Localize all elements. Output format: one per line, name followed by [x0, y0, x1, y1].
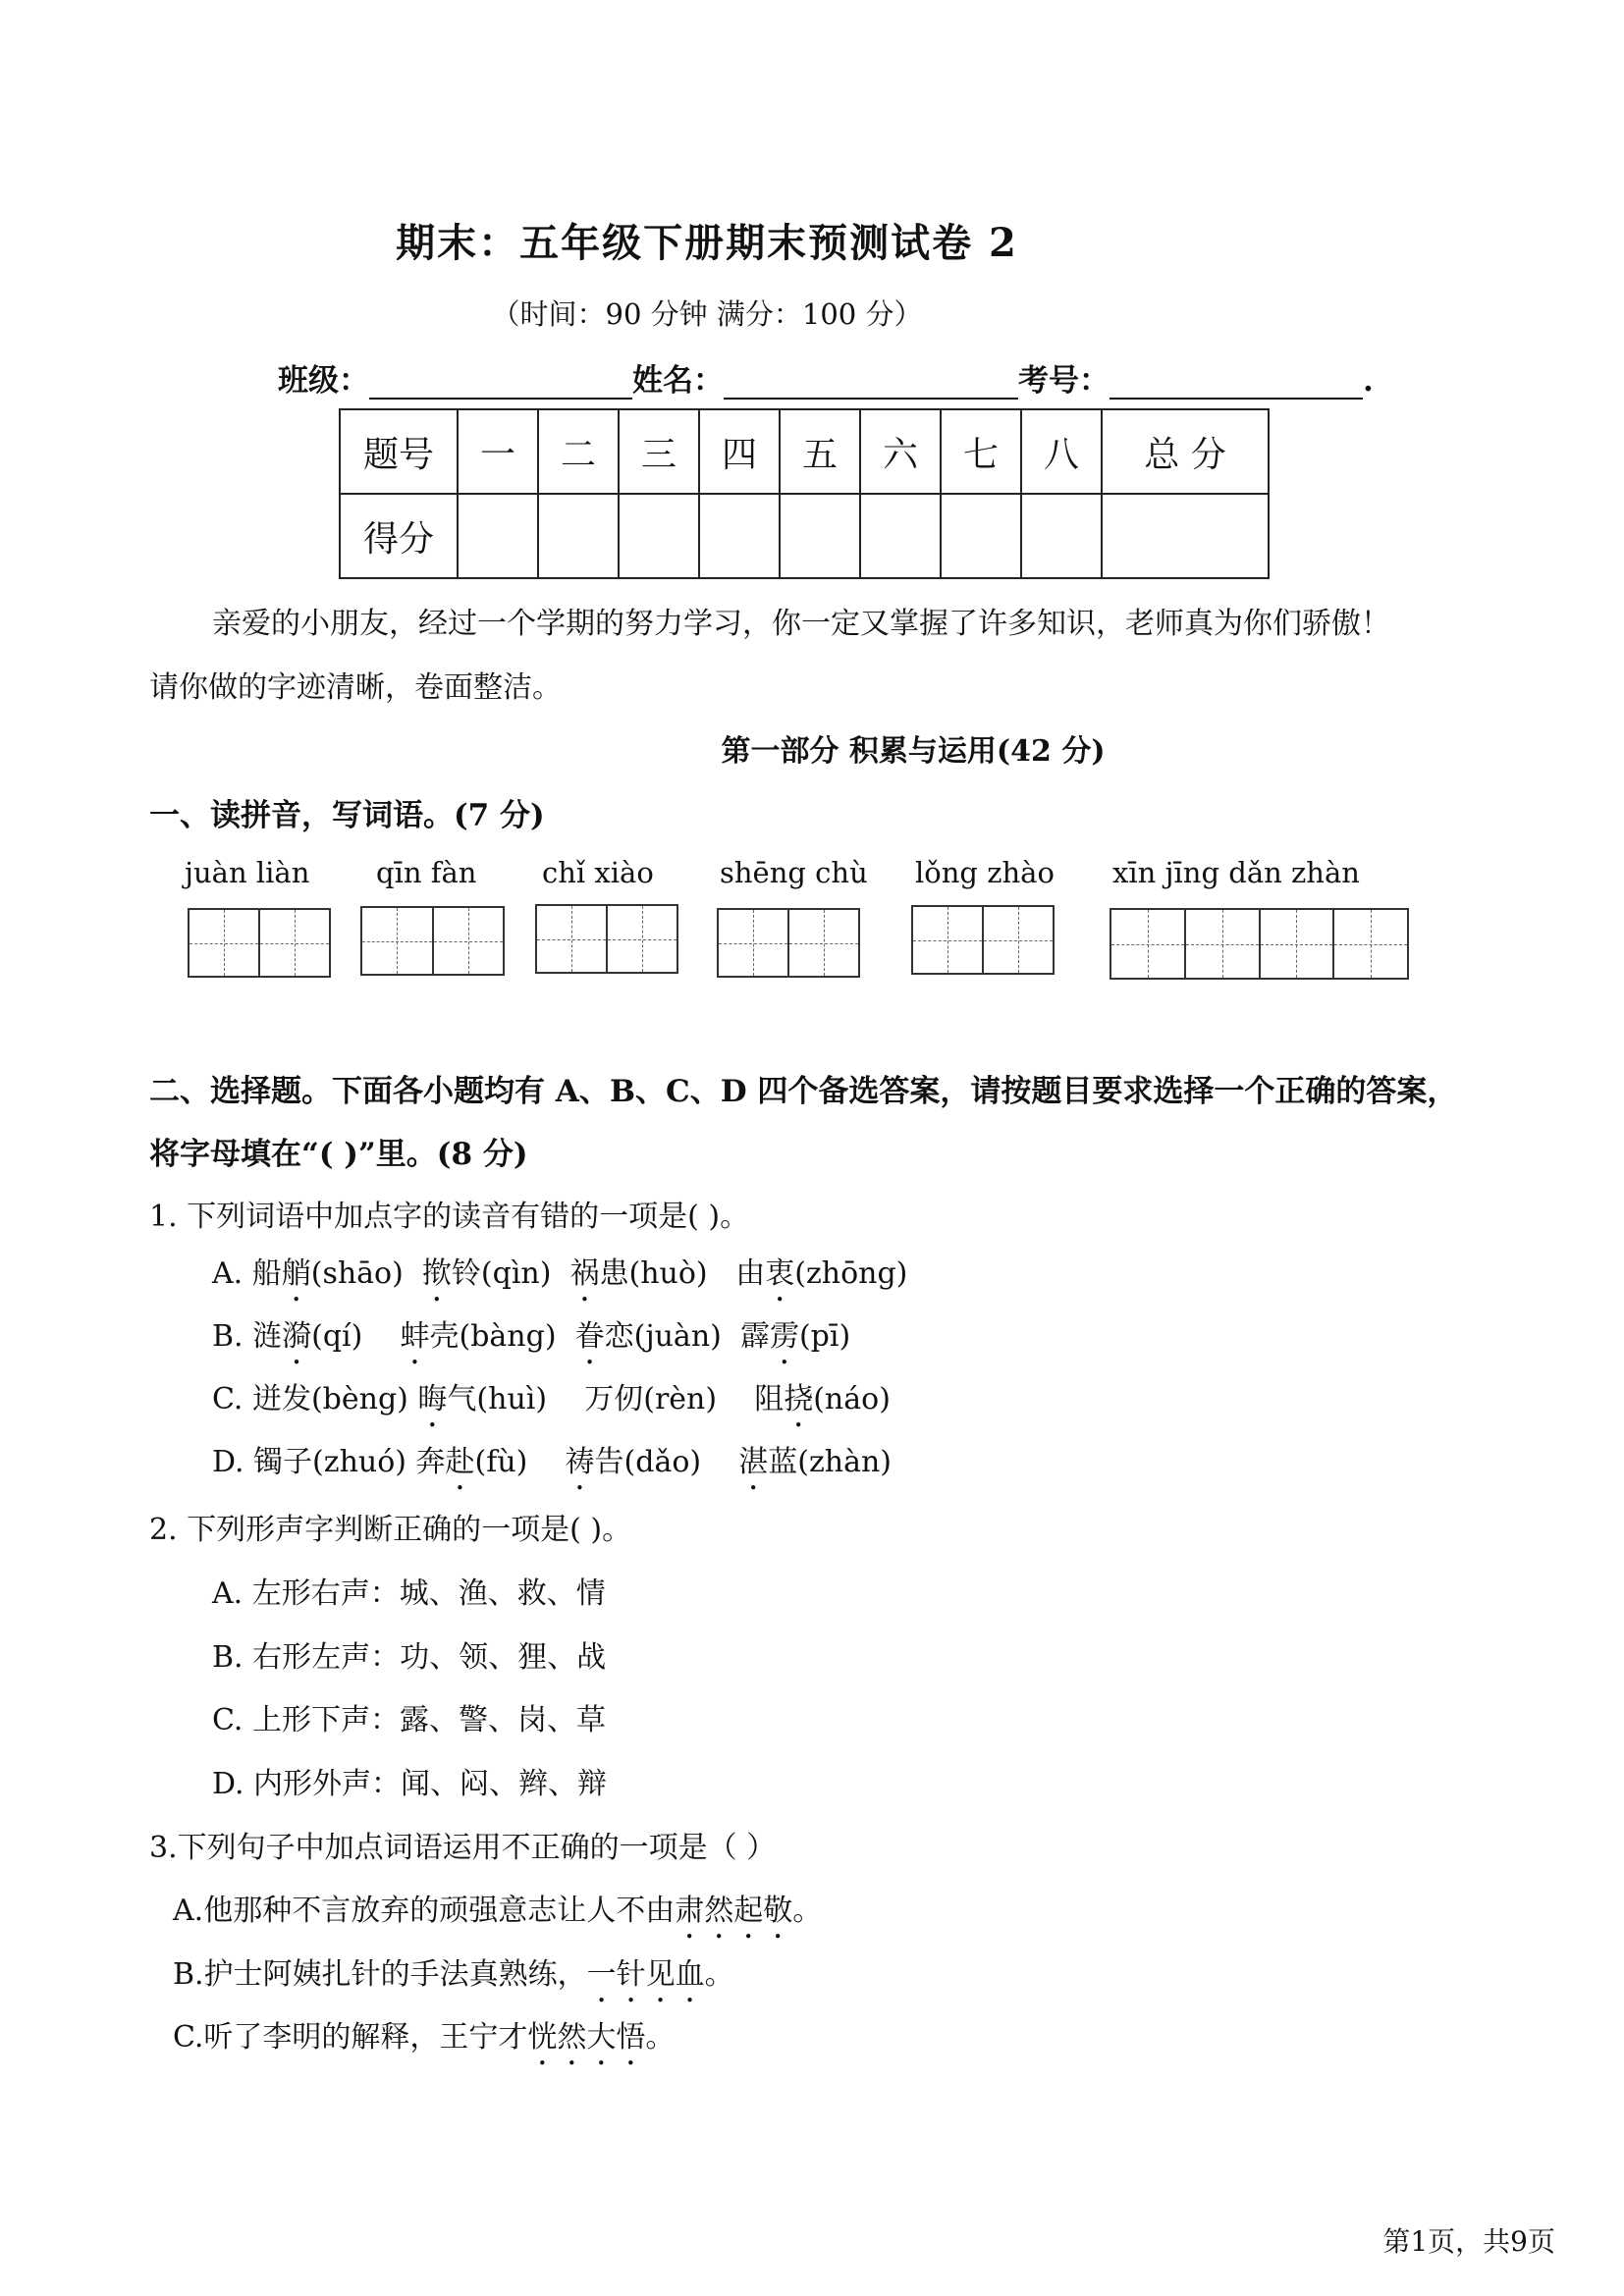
q2-stem: 2. 下列形声字判断正确的一项是( )。 — [149, 1513, 632, 1547]
writing-grid-4[interactable] — [717, 908, 860, 978]
writing-grid-3[interactable] — [535, 904, 678, 974]
score-table-cell: 总 分 — [1102, 409, 1269, 494]
score-input-cell[interactable] — [1102, 494, 1269, 578]
score-input-cell[interactable] — [619, 494, 699, 578]
score-input-cell[interactable] — [458, 494, 538, 578]
q2-option-c[interactable]: C. 上形下声：露、警、岗、草 — [212, 1703, 606, 1737]
score-input-cell[interactable] — [1021, 494, 1102, 578]
q2-option-d[interactable]: D. 内形外声：闻、闷、辫、辩 — [212, 1767, 608, 1801]
score-table-header-row — [340, 409, 1269, 494]
q1-option-c[interactable]: C. 迸发(bèng) 晦气(huì) 万仞(rèn) 阻挠(náo) — [212, 1382, 891, 1416]
pinyin-6: xīn jīng dǎn zhàn — [1112, 856, 1360, 889]
score-row-label: 得分 — [340, 494, 458, 578]
section1-heading: 一、读拼音，写词语。(7 分) — [149, 798, 545, 833]
pinyin-1: juàn liàn — [185, 856, 310, 889]
exam-no-label: 考号： — [1018, 363, 1110, 399]
student-info-row — [278, 355, 1374, 400]
part1-heading: 第一部分 积累与运用(42 分) — [721, 734, 1106, 769]
score-table-cell: 七 — [941, 409, 1021, 494]
score-table-cell: 三 — [619, 409, 699, 494]
section2-heading-2: 将字母填在“( )”里。(8 分) — [149, 1137, 528, 1172]
q3-option-c[interactable]: C.听了李明的解释，王宁才恍然大悟。 — [173, 2020, 676, 2055]
class-field[interactable] — [369, 368, 632, 400]
page-number: 第1页，共9页 — [1382, 2225, 1555, 2258]
score-input-cell[interactable] — [780, 494, 860, 578]
writing-grid-2[interactable] — [360, 906, 505, 976]
score-table — [339, 408, 1270, 579]
q1-option-b[interactable]: B. 涟漪(qí) 蚌壳(bàng) 眷恋(juàn) 霹雳(pī) — [212, 1319, 851, 1354]
class-label: 班级： — [278, 363, 369, 399]
name-label: 姓名： — [632, 363, 724, 399]
pinyin-2: qīn fàn — [376, 856, 477, 889]
score-input-cell[interactable] — [699, 494, 780, 578]
exam-time-info: （时间：90 分钟 满分：100 分） — [491, 297, 923, 331]
writing-grid-1[interactable] — [188, 908, 331, 978]
pinyin-4: shēng chù — [720, 856, 868, 889]
pinyin-5: lǒng zhào — [915, 856, 1055, 889]
score-table-cell: 四 — [699, 409, 780, 494]
section2-heading-1: 二、选择题。下面各小题均有 A、B、C、D 四个备选答案，请按题目要求选择一个正确的答案， — [149, 1074, 1458, 1109]
score-input-cell[interactable] — [538, 494, 619, 578]
exam-no-end: . — [1363, 363, 1374, 399]
q1-option-a[interactable]: A. 船艄(shāo) 揿铃(qìn) 祸患(huò) 由衷(zhōng) — [212, 1256, 908, 1291]
score-table-score-row — [340, 494, 1269, 578]
score-table-cell: 二 — [538, 409, 619, 494]
q2-option-a[interactable]: A. 左形右声：城、渔、救、情 — [212, 1576, 606, 1611]
q1-stem: 1. 下列词语中加点字的读音有错的一项是( )。 — [149, 1200, 750, 1234]
pinyin-3: chǐ xiào — [542, 856, 654, 889]
intro-line-1: 亲爱的小朋友，经过一个学期的努力学习，你一定又掌握了许多知识，老师真为你们骄傲！ — [212, 607, 1390, 641]
exam-no-field[interactable] — [1110, 368, 1363, 400]
writing-grid-5[interactable] — [911, 905, 1055, 975]
q2-option-b[interactable]: B. 右形左声：功、领、狸、战 — [212, 1640, 607, 1675]
exam-title: 期末：五年级下册期末预测试卷 2 — [396, 220, 1018, 266]
score-table-cell: 五 — [780, 409, 860, 494]
score-table-cell: 八 — [1021, 409, 1102, 494]
score-input-cell[interactable] — [860, 494, 941, 578]
q1-option-d[interactable]: D. 镯子(zhuó) 奔赴(fù) 祷告(dǎo) 湛蓝(zhàn) — [212, 1445, 892, 1479]
intro-line-2: 请你做的字迹清晰，卷面整洁。 — [149, 670, 562, 705]
name-field[interactable] — [724, 368, 1018, 400]
q3-option-a[interactable]: A.他那种不言放弃的顽强意志让人不由肃然起敬。 — [173, 1894, 823, 1928]
writing-grid-6[interactable] — [1110, 908, 1409, 980]
q3-stem: 3.下列句子中加点词语运用不正确的一项是（ ） — [149, 1831, 777, 1865]
q3-option-b[interactable]: B.护士阿姨扎针的手法真熟练，一针见血。 — [173, 1957, 734, 1992]
score-input-cell[interactable] — [941, 494, 1021, 578]
score-table-cell: 一 — [458, 409, 538, 494]
score-table-cell: 题号 — [340, 409, 458, 494]
score-table-cell: 六 — [860, 409, 941, 494]
